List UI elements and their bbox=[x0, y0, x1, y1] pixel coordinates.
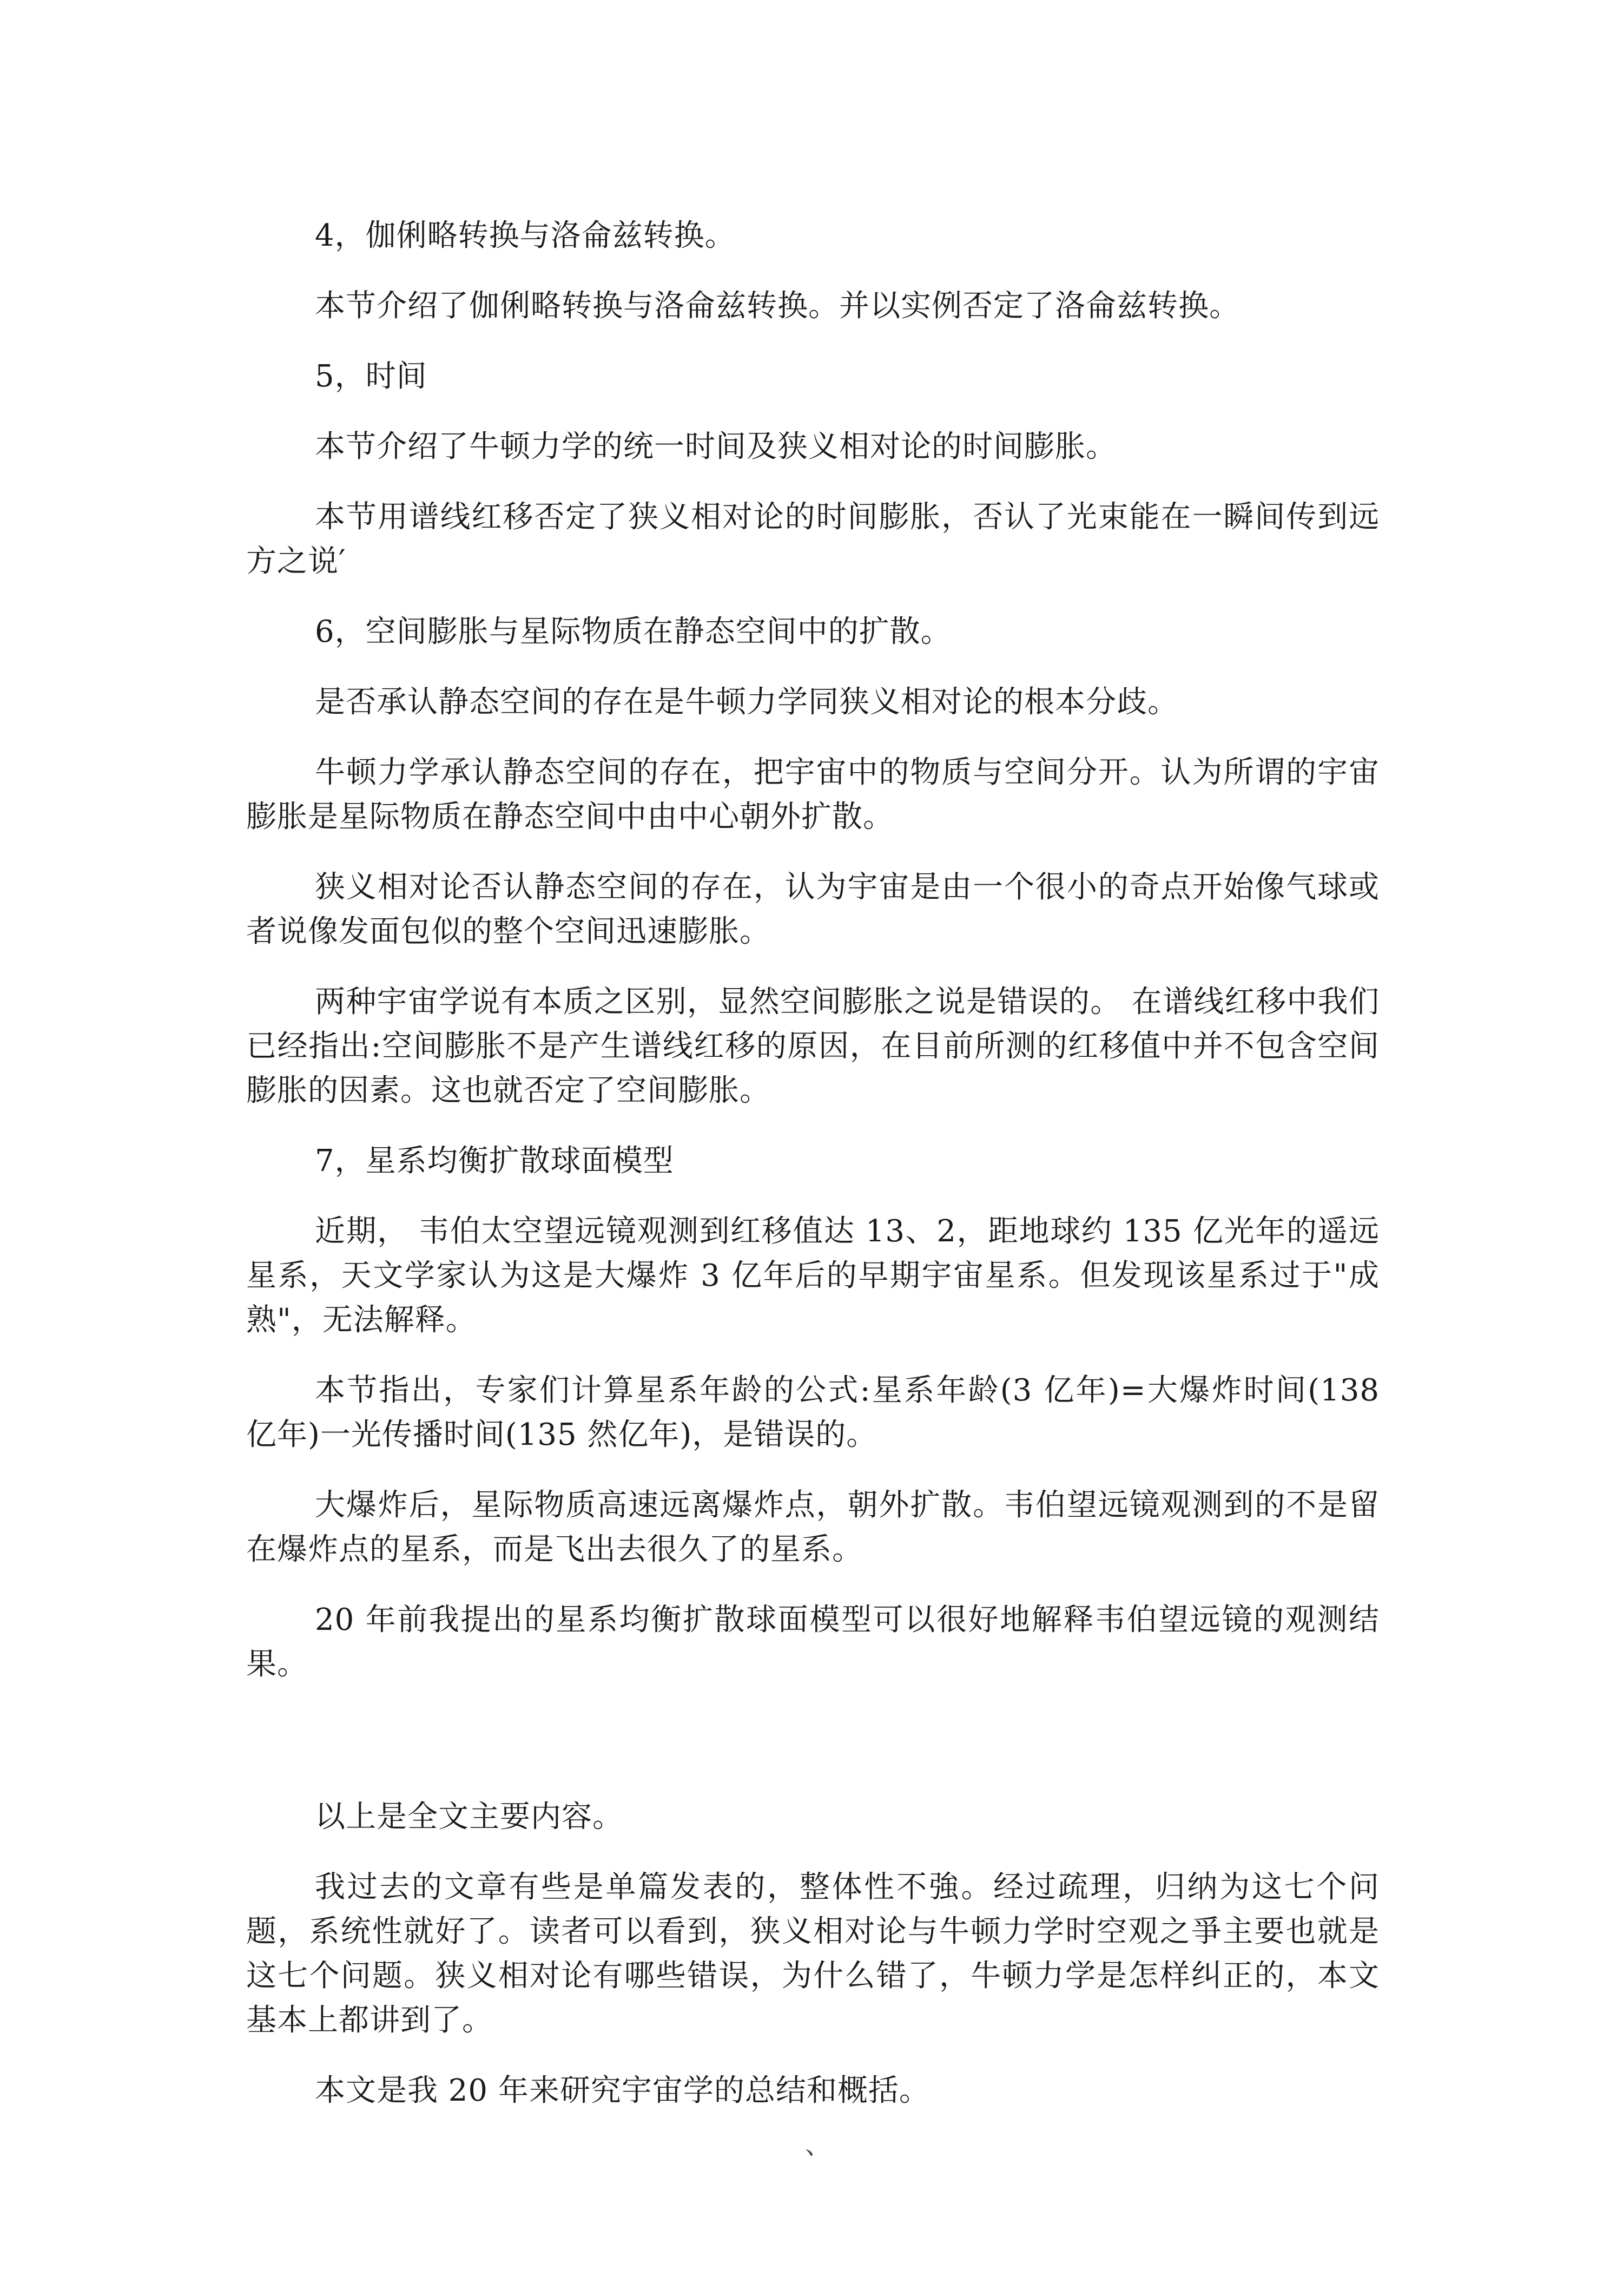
section-6-heading: 6，空间膨胀与星际物质在静态空间中的扩散。 bbox=[315, 614, 952, 649]
document-body bbox=[246, 214, 1380, 2113]
conclusion-paragraph-2: 本文是我 20 年来研究宇宙学的总结和概括。 bbox=[315, 2073, 930, 2108]
section-5-heading: 5，时间 bbox=[315, 359, 427, 394]
section-4-summary: 本节介绍了伽俐略转换与洛侖兹转换。并以实例否定了洛侖兹转换。 bbox=[315, 288, 1240, 324]
section-6-paragraph-2: 牛顿力学承认静态空间的存在，把宇宙中的物质与空间分开。认为所谓的宇宙膨胀是星际物质在静态空间中由中心朝外扩散。 bbox=[246, 755, 1380, 834]
section-6-paragraph-4: 两种宇宙学说有本质之区别，显然空间膨胀之说是错误的。 在谱线红移中我们已经指出:空间膨胀不是产生谱线红移的原因，在目前所测的红移值中并不包含空间膨胀的因素。这也就否定了空间膨胀。 bbox=[246, 984, 1380, 1108]
conclusion-paragraph-1: 我过去的文章有些是单篇发表的，整体性不強。经过疏理，归纳为这七个问题，系统性就好了。读者可以看到，狭义相对论与牛顿力学时空观之爭主要也就是这七个问题。狭义相对论有哪些错误，为什么错了，牛顿力学是怎样纠正的，本文基本上都讲到了。 bbox=[246, 1870, 1380, 2038]
section-6-paragraph-3: 狭义相对论否认静态空间的存在，认为宇宙是由一个很小的奇点开始像气球或者说像发面包似的整个空间迅速膨胀。 bbox=[246, 870, 1380, 949]
section-4-heading: 4，伽俐略转换与洛侖兹转换。 bbox=[315, 218, 736, 253]
conclusion-intro: 以上是全文主要内容。 bbox=[315, 1799, 623, 1834]
section-7-heading: 7，星系均衡扩散球面模型 bbox=[315, 1143, 674, 1179]
footer-mark: 、 bbox=[805, 2130, 832, 2160]
section-5-detail: 本节用谱线红移否定了狭义相对论的时间膨胀，否认了光束能在一瞬间传到远方之说′ bbox=[246, 499, 1380, 579]
section-7-paragraph-1: 近期， 韦伯太空望远镜观测到红移值达 13、2，距地球约 135 亿光年的遥远星系，天文学家认为这是大爆炸 3 亿年后的早期宇宙星系。但发现该星系过于"成熟"，无法解释。 bbox=[246, 1214, 1380, 1338]
section-7-paragraph-4: 20 年前我提出的星系均衡扩散球面模型可以很好地解释韦伯望远镜的观测结果。 bbox=[246, 1602, 1380, 1682]
section-6-paragraph-1: 是否承认静态空间的存在是牛顿力学同狭义相对论的根本分歧。 bbox=[315, 685, 1178, 720]
section-7-paragraph-2: 本节指出，专家们计算星系年龄的公式:星系年龄(3 亿年)=大爆炸时间(138 亿年)一光传播时间(135 然亿年)，是错误的。 bbox=[246, 1373, 1380, 1452]
section-7-paragraph-3: 大爆炸后，星际物质高速远离爆炸点，朝外扩散。韦伯望远镜观测到的不是留在爆炸点的星系，而是飞出去很久了的星系。 bbox=[246, 1488, 1380, 1567]
section-5-summary: 本节介绍了牛顿力学的统一时间及狭义相对论的时间膨胀。 bbox=[315, 429, 1117, 464]
